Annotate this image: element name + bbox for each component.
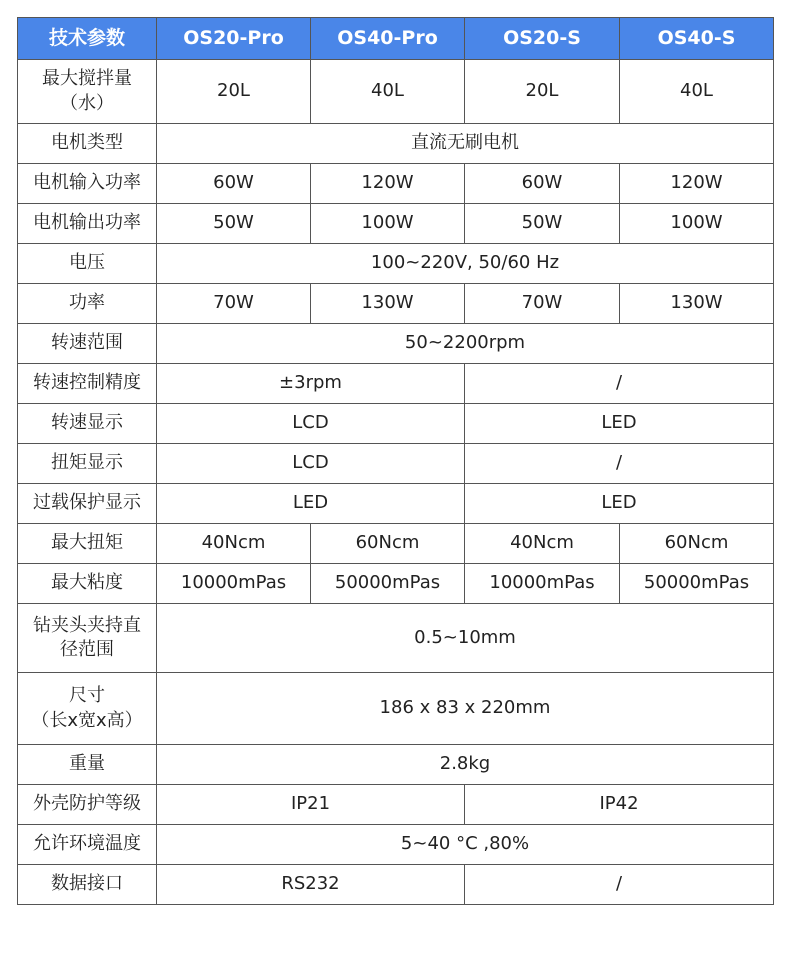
table-row (18, 785, 774, 825)
header-row (18, 18, 774, 60)
row-label: 外壳防护等级 (18, 785, 157, 825)
cell: LED (465, 484, 774, 524)
cell: 60W (465, 164, 620, 204)
cell: 50~2200rpm (157, 324, 774, 364)
table-row (18, 284, 774, 324)
cell: 50000mPas (620, 564, 774, 604)
row-label: 过载保护显示 (18, 484, 157, 524)
cell: 120W (311, 164, 465, 204)
cell: 20L (157, 60, 311, 124)
header-model: OS20-S (465, 18, 620, 60)
table-row (18, 745, 774, 785)
row-label: 电机输出功率 (18, 204, 157, 244)
row-label: 最大搅拌量 （水） (18, 60, 157, 124)
table-row (18, 524, 774, 564)
table-row (18, 673, 774, 745)
table-row (18, 604, 774, 673)
cell: 40L (620, 60, 774, 124)
cell: RS232 (157, 865, 465, 905)
cell: ±3rpm (157, 364, 465, 404)
cell: LED (157, 484, 465, 524)
cell: 186 x 83 x 220mm (157, 673, 774, 745)
cell: 2.8kg (157, 745, 774, 785)
cell: 130W (620, 284, 774, 324)
table-row (18, 164, 774, 204)
cell: 100W (620, 204, 774, 244)
cell: / (465, 444, 774, 484)
cell: 100~220V, 50/60 Hz (157, 244, 774, 284)
row-label: 电机输入功率 (18, 164, 157, 204)
cell: 10000mPas (157, 564, 311, 604)
cell: / (465, 865, 774, 905)
cell: 20L (465, 60, 620, 124)
table-row (18, 444, 774, 484)
cell: 5~40 °C ,80% (157, 825, 774, 865)
cell: IP42 (465, 785, 774, 825)
table-row (18, 404, 774, 444)
cell: 40Ncm (157, 524, 311, 564)
cell: 70W (465, 284, 620, 324)
cell: 10000mPas (465, 564, 620, 604)
table-row (18, 484, 774, 524)
table-row (18, 244, 774, 284)
row-label: 转速控制精度 (18, 364, 157, 404)
table-row (18, 865, 774, 905)
header-model: OS20-Pro (157, 18, 311, 60)
row-label: 尺寸 （长x宽x高） (18, 673, 157, 745)
cell: IP21 (157, 785, 465, 825)
spec-table (17, 17, 774, 905)
cell: LCD (157, 444, 465, 484)
row-label: 数据接口 (18, 865, 157, 905)
row-label: 允许环境温度 (18, 825, 157, 865)
table-row (18, 124, 774, 164)
table-row (18, 825, 774, 865)
header-model: OS40-S (620, 18, 774, 60)
cell: / (465, 364, 774, 404)
cell: 40Ncm (465, 524, 620, 564)
cell: LED (465, 404, 774, 444)
header-param: 技术参数 (18, 18, 157, 60)
table-row (18, 60, 774, 124)
row-label: 钻夹头夹持直 径范围 (18, 604, 157, 673)
row-label: 转速显示 (18, 404, 157, 444)
header-model: OS40-Pro (311, 18, 465, 60)
table-row (18, 204, 774, 244)
table-row (18, 564, 774, 604)
cell: 60Ncm (620, 524, 774, 564)
cell: 50000mPas (311, 564, 465, 604)
table-row (18, 364, 774, 404)
row-label: 功率 (18, 284, 157, 324)
row-label: 最大粘度 (18, 564, 157, 604)
row-label: 最大扭矩 (18, 524, 157, 564)
cell: LCD (157, 404, 465, 444)
cell: 40L (311, 60, 465, 124)
row-label: 扭矩显示 (18, 444, 157, 484)
cell: 100W (311, 204, 465, 244)
cell: 50W (465, 204, 620, 244)
cell: 60Ncm (311, 524, 465, 564)
row-label: 电机类型 (18, 124, 157, 164)
table-row (18, 324, 774, 364)
cell: 直流无刷电机 (157, 124, 774, 164)
cell: 60W (157, 164, 311, 204)
cell: 70W (157, 284, 311, 324)
row-label: 重量 (18, 745, 157, 785)
row-label: 电压 (18, 244, 157, 284)
cell: 0.5~10mm (157, 604, 774, 673)
cell: 130W (311, 284, 465, 324)
cell: 120W (620, 164, 774, 204)
cell: 50W (157, 204, 311, 244)
row-label: 转速范围 (18, 324, 157, 364)
